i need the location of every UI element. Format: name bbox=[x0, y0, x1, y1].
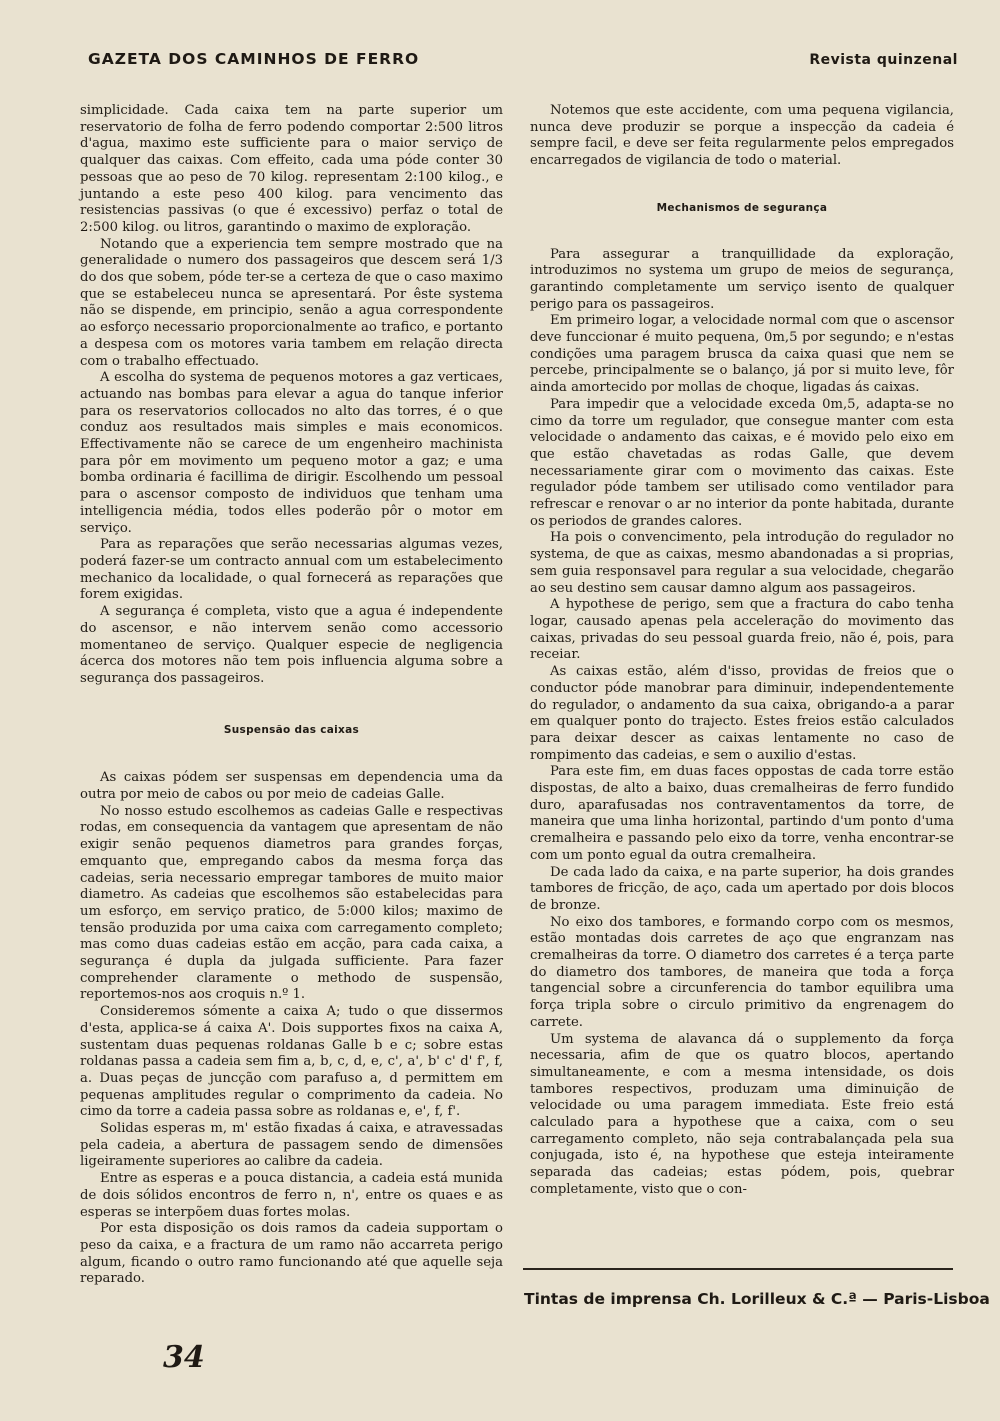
paragraph: No eixo dos tambores, e formando corpo com os mesmos, estão montadas dois carretes de aço que engranzam nas cremalheiras da torre. O diametro dos carretes é a terça parte do diametro dos tambores, de maneira que toda a força tangencial sobre a circunferencia do tambor equilibra uma força tripla sobre o circulo primitivo da engrenagem do carrete. bbox=[530, 914, 954, 1030]
page-number: 34 bbox=[163, 1340, 205, 1375]
section-heading: Mechanismos de segurança bbox=[656, 201, 828, 214]
paragraph: A segurança é completa, visto que a agua é independente do ascensor, e não intervem senão como accessorio momentaneo de serviço. Qualquer especie de negligencia ácerca dos motores não tem pois influencia alguma sobre a segurança dos passageiros. bbox=[80, 604, 503, 686]
paragraph: simplicidade. Cada caixa tem na parte superior um reservatorio de folha de ferro podendo comportar 2:500 litros d'agua, maximo este sufficiente para o maior serviço de qualquer das caixas. Com effeito, cada uma póde conter 30 pessoas que ao peso de 70 kilog. representam 2:100 kilog., e juntando a este peso 400 kilog. para vencimento das resistencias passivas (o que é excessivo) perfaz o total de 2:500 kilog. ou litros, garantindo o maximo de exploração. bbox=[80, 103, 503, 235]
journal-title: GAZETA DOS CAMINHOS DE FERRO bbox=[88, 50, 420, 68]
section-heading: Suspensão das caixas bbox=[223, 723, 360, 736]
paragraph: Para assegurar a tranquillidade da exploração, introduzimos no systema um grupo de meios de segurança, garantindo completamente um serviço isento de qualquer perigo para os passageiros. bbox=[530, 246, 954, 312]
journal-subtitle: Revista quinzenal bbox=[809, 52, 958, 68]
advertisement: Tintas de imprensa Ch. Lorilleux & C.ª — Paris-Lisboa bbox=[524, 1290, 990, 1308]
paragraph: No nosso estudo escolhemos as cadeias Galle e respectivas rodas, em consequencia da vantagem que apresentam de não exigir senão pequenos diametros para grandes forças, emquanto que, empregando cabos da mesma força das cadeias, seria necessario empregar tambores de muito maior diametro. As cadeias que escolhemos são estabelecidas para um esforço, em serviço pratico, de 5:000 kilos; maximo de tensão produzida por uma caixa com carregamento completo; mas como duas cadeias estão em acção, para cada caixa, a segurança é dupla da julgada sufficiente. Para fazer comprehender claramente o methodo de suspensão, reportemos-nos aos croquis n.º 1. bbox=[80, 803, 503, 1003]
paragraph: As caixas pódem ser suspensas em dependencia uma da outra por meio de cabos ou por meio de cadeias Galle. bbox=[80, 770, 503, 803]
paragraph: A hypothese de perigo, sem que a fractura do cabo tenha logar, causado apenas pela acceleração do movimento das caixas, privadas do seu pessoal guarda freio, não é, pois, para receiar. bbox=[530, 597, 954, 663]
advertisement-divider bbox=[523, 1268, 953, 1270]
paragraph: Notando que a experiencia tem sempre mostrado que na generalidade o numero dos passageiros que descem será 1/3 do dos que sobem, póde ter-se a certeza de que o caso maximo que se estabeleceu nunca se apresentará. Por êste systema não se dispende, em principio, senão a agua correspondente ao esforço necessario proporcionalmente ao trafico, e portanto a despesa com os motores varia tambem em relação directa com o trabalho effectuado. bbox=[80, 236, 503, 369]
paragraph: Notemos que este accidente, com uma pequena vigilancia, nunca deve produzir se porque a inspecção da cadeia é sempre facil, e deve ser feita regularmente pelos empregados encarregados de vigilancia de todo o material. bbox=[530, 103, 954, 169]
paragraph: Solidas esperas m, m' estão fixadas á caixa, e atravessadas pela cadeia, a abertura de passagem sendo de dimensões ligeiramente superiores ao calibre da cadeia. bbox=[80, 1121, 503, 1170]
paragraph: As caixas estão, além d'isso, providas de freios que o conductor póde manobrar para diminuir, independentemente do regulador, o andamento da sua caixa, obrigando-a a parar em qualquer ponto do trajecto. Estes freios estão calculados para deixar descer as caixas lentamente no caso de rompimento das cadeias, e sem o auxilio d'estas. bbox=[530, 664, 954, 763]
paragraph: De cada lado da caixa, e na parte superior, ha dois grandes tambores de fricção, de aço, cada um apertado por dois blocos de bronze. bbox=[530, 864, 954, 913]
paragraph: Consideremos sómente a caixa A; tudo o que dissermos d'esta, applica-se á caixa A'. Dois supportes fixos na caixa A, sustentam duas pequenas roldanas Galle b e c; sobre estas roldanas passa a cadeia sem fim a, b, c, d, e, c', a', b' c' d' f', f, a. Duas peças de juncção com parafuso a, d permittem em pequenas amplitudes regular o comprimento da cadeia. No cimo da torre a cadeia passa sobre as roldanas e, e', f, f'. bbox=[80, 1004, 503, 1120]
paragraph: Para este fim, em duas faces oppostas de cada torre estão dispostas, de alto a baixo, duas cremalheiras de ferro fundido duro, aparafusadas nos contraventamentos da torre, de maneira que uma linha horizontal, partindo d'um ponto d'uma cremalheira e passando pelo eixo da torre, venha encontrar-se com um ponto egual da outra cremalheira. bbox=[530, 764, 954, 863]
paragraph: Em primeiro logar, a velocidade normal com que o ascensor deve funccionar é muito pequena, 0m,5 por segundo; e n'estas condições uma paragem brusca da caixa quasi que nem se percebe, principalmente se o balanço, já por si muito leve, fôr ainda amortecido por mollas de choque, ligadas ás caixas. bbox=[530, 313, 954, 396]
paragraph: Um systema de alavanca dá o supplemento da força necessaria, afim de que os quatro blocos, apertando simultaneamente, e com a mesma intensidade, os dois tambores respectivos, produzam uma diminuição de velocidade ou uma paragem immediata. Este freio está calculado para a hypothese que a caixa, com o seu carregamento completo, não seja contrabalançada pela sua conjugada, isto é, na hypothese que esteja inteiramente separada das cadeias; estas pódem, pois, quebrar completamente, visto que o con- bbox=[530, 1031, 954, 1197]
left-column bbox=[80, 103, 503, 1288]
paragraph: A escolha do systema de pequenos motores a gaz verticaes, actuando nas bombas para elevar a agua do tanque inferior para os reservatorios collocados no alto das torres, é o que conduz aos resultados mais simples e mais economicos. Effectivamente não se carece de um engenheiro machinista para pôr em movimento um pequeno motor a gaz; e uma bomba ordinaria é facillima de dirigir. Escolhendo um pessoal para o ascensor composto de individuos que tenham uma intelligencia média, todos elles poderão pôr o motor em serviço. bbox=[80, 370, 503, 536]
paragraph: Por esta disposição os dois ramos da cadeia supportam o peso da caixa, e a fractura de um ramo não accarreta perigo algum, ficando o outro ramo funcionando até que aquelle seja reparado. bbox=[80, 1221, 503, 1287]
paragraph: Para impedir que a velocidade exceda 0m,5, adapta-se no cimo da torre um regulador, que consegue manter com esta velocidade o andamento das caixas, e é movido pelo eixo em que estão chavetadas as rodas Galle, que devem necessariamente girar com o movimento das caixas. Este regulador póde tambem ser utilisado como ventilador para refrescar e renovar o ar no interior da ponte habitada, durante os periodos de grandes calores. bbox=[530, 396, 954, 529]
paragraph: Para as reparações que serão necessarias algumas vezes, poderá fazer-se um contracto annual com um estabelecimento mechanico da localidade, o qual fornecerá as reparações que forem exigidas. bbox=[80, 537, 503, 603]
right-column bbox=[530, 103, 954, 1199]
paragraph: Ha pois o convencimento, pela introdução do regulador no systema, de que as caixas, mesmo abandonadas a si proprias, sem guia responsavel para regular a sua velocidade, chegarão ao seu destino sem causar damno algum aos passageiros. bbox=[530, 530, 954, 596]
paragraph: Entre as esperas e a pouca distancia, a cadeia está munida de dois sólidos encontros de ferro n, n', entre os quaes e as esperas se interpõem duas fortes molas. bbox=[80, 1171, 503, 1220]
